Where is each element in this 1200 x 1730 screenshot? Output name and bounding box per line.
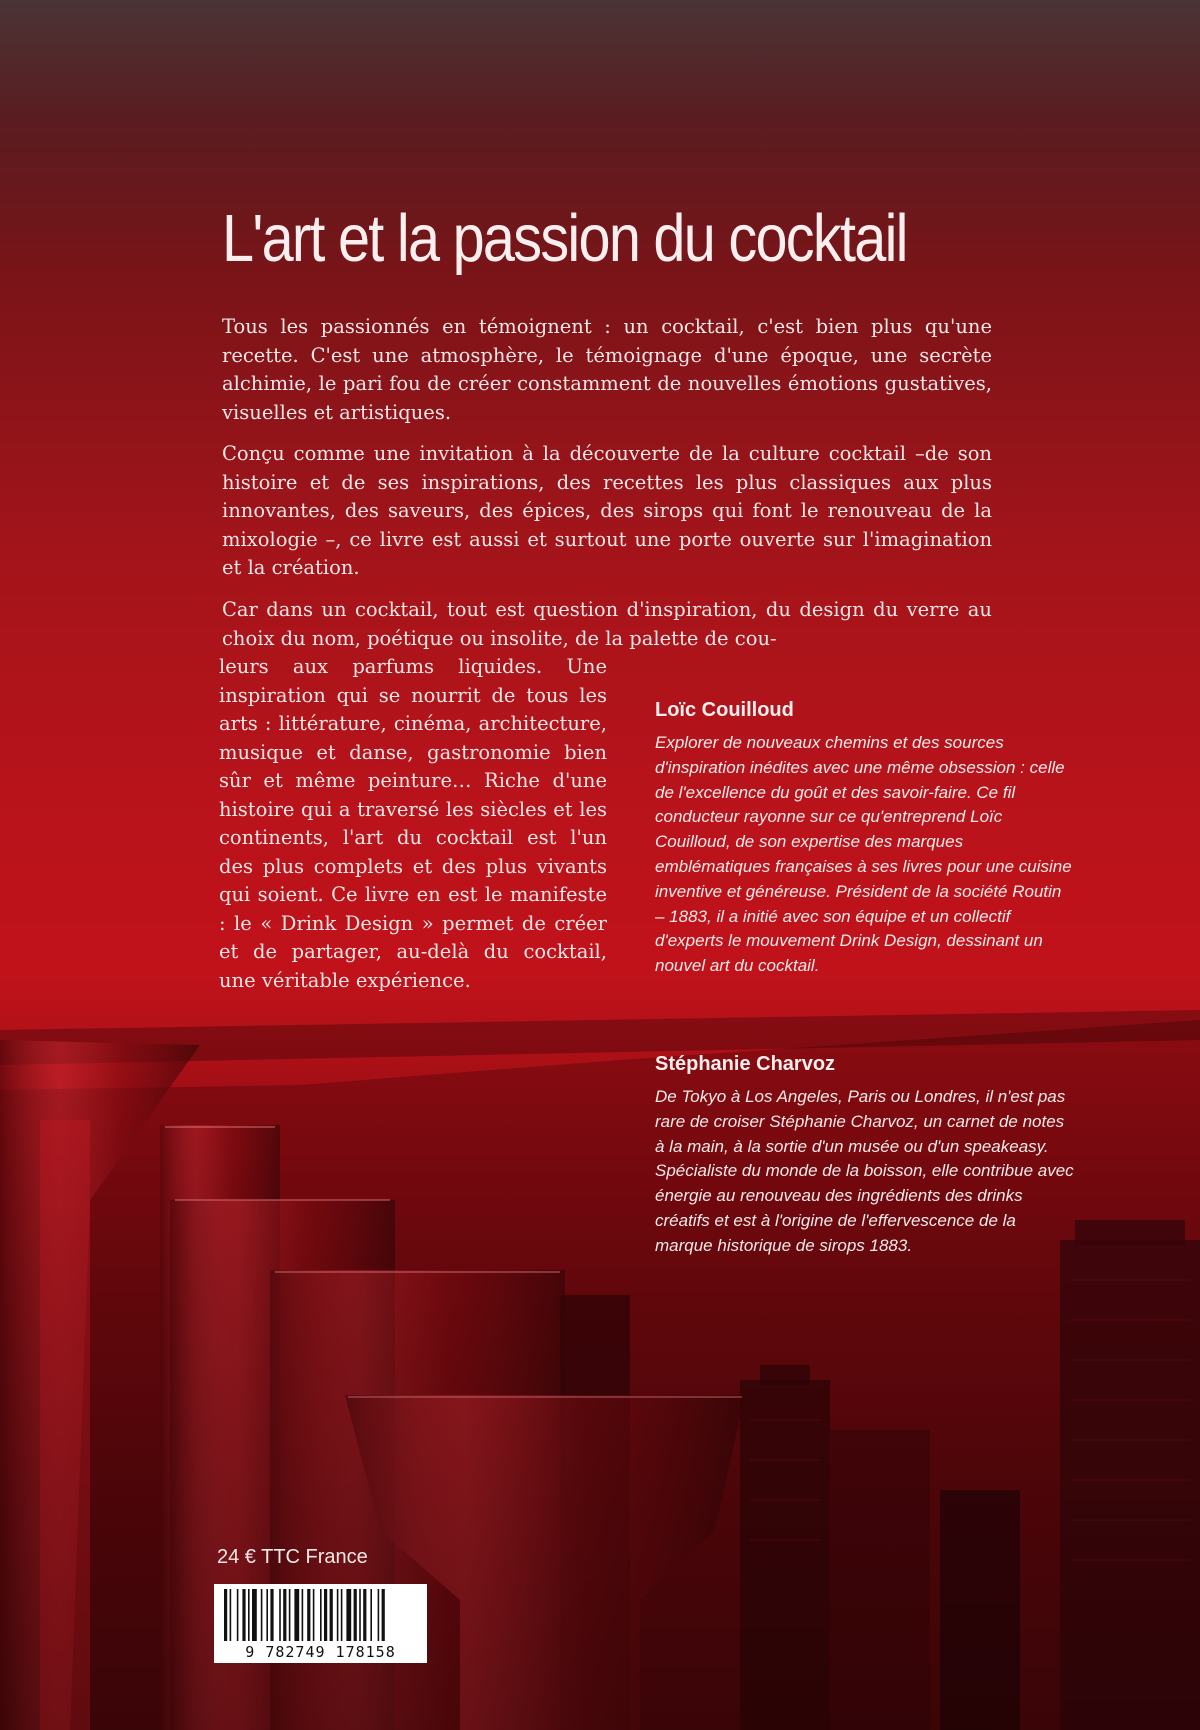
author-bio-2: De Tokyo à Los Angeles, Paris ou Londres, il n'est pas rare de croiser Stéphanie Charvoz, un carnet de notes à la main, à la sortie d'un musée ou d'un speakeasy. Spécialiste du monde de la boisson, elle contribue avec énergie au renouveau des ingrédients des drinks créatifs et est à l'origine de l'effervescence de la marque historique de sirops 1883.	[655, 1087, 1074, 1255]
blurb-paragraph-3-continued: leurs aux parfums liquides. Une inspiration qui se nourrit de tous les arts : littérature, cinéma, architecture, musique et danse, gastronomie bien sûr et même peinture… Riche d'une histoire qui a traversé les siècles et les continents, l'art du cocktail est l'un des plus complets et des plus vivants qui soient. Ce livre en est le manifeste : le « Drink Design » permet de créer et de partager, au-delà du cocktail, une véritable expérience.	[219, 655, 607, 992]
author-name-2: Stéphanie Charvoz	[655, 1053, 836, 1075]
blurb-paragraph-1: Tous les passionnés en témoignent : un cocktail, c'est bien plus qu'une recette. C'est une atmosphère, le témoignage d'une époque, une secrète alchimie, le pari fou de créer constamment de nouvelles émotions gustatives, visuelles et artistiques.	[222, 315, 992, 424]
price-label: 24 € TTC France	[217, 1546, 368, 1568]
isbn-number: 9 782749 178158	[245, 1643, 396, 1661]
barcode-bars-icon	[224, 1589, 417, 1641]
author-name-1: Loïc Couilloud	[655, 699, 794, 721]
isbn-barcode	[214, 1584, 427, 1663]
blurb-paragraph-3: Car dans un cocktail, tout est question d'inspiration, du design du verre au choix du nom, poétique ou insolite, de la palette de cou-	[222, 598, 992, 650]
blurb-paragraph-2: Conçu comme une invitation à la découverte de la culture cocktail –de son histoire et de ses inspirations, des recettes les plus classiques aux plus innovantes, des saveurs, des épices, des sirops qui font le renouveau de la mixologie –, ce livre est aussi et surtout une porte ouverte sur l'imagination et la création.	[222, 442, 992, 579]
author-bio-1: Explorer de nouveaux chemins et des sources d'inspiration inédites avec une même obsession : celle de l'excellence du goût et des savoir-faire. Ce fil conducteur rayonne sur ce qu'entreprend Loïc Couilloud, de son expertise des marques emblématiques françaises à ses livres pour une cuisine inventive et généreuse. Président de la société Routin – 1883, il a initié avec son équipe et un collectif d'experts le mouvement Drink Design, dessinant un nouvel art du cocktail.	[655, 733, 1072, 976]
book-title: L'art et la passion du cocktail	[222, 201, 907, 276]
